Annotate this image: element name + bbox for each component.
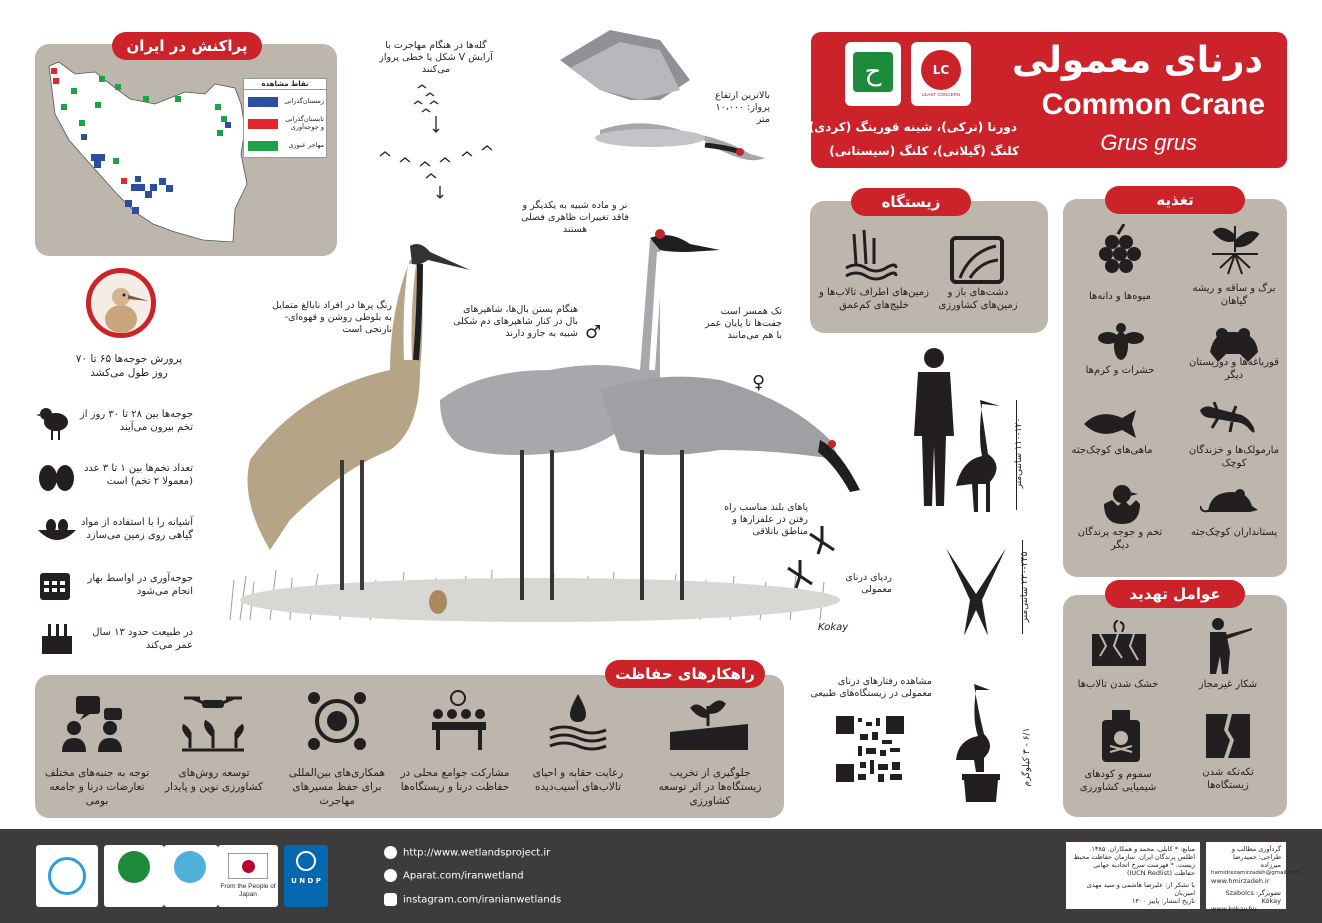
diet-item-text: حشرات و کرم‌ها — [1085, 365, 1155, 376]
conservation-item-text: جلوگیری از تخریب زیستگاه‌ها در اثر توسعه کشاورزی — [658, 767, 762, 807]
observe-text: مشاهده رفتارهای درنای معمولی در زیستگاه‌های طبیعی — [810, 676, 932, 699]
instagram-link-text[interactable]: instagram.com/iranianwetlands — [403, 894, 562, 906]
life-item-text: جوجه‌آوری در اواسط بهار انجام می‌شود — [87, 573, 193, 597]
life-item-text: تعداد تخم‌ها بین ۱ تا ۳ عدد (معمولا ۲ تخم) است — [83, 463, 193, 487]
standing-crane-silhouette — [952, 396, 1012, 516]
local-names-2: کلنگ (گیلانی)، کلنگ (سیستانی) — [829, 144, 1019, 158]
japan-flag-icon — [228, 853, 268, 879]
aparat-link[interactable] — [384, 869, 524, 882]
legend-label: تابستان‌گذرانی و جوجه‌آوری — [285, 115, 324, 131]
chick-icon — [36, 402, 76, 442]
logo-undp — [284, 845, 328, 907]
undp-label: U N D P — [291, 877, 321, 885]
title-banner — [804, 32, 1287, 168]
nest-icon — [36, 512, 78, 546]
logo-doe — [104, 845, 164, 907]
diet-item-text: قورباغه‌ها و دوزیستان دیگر — [1189, 357, 1279, 381]
wingspan-crane-silhouette — [936, 540, 1016, 640]
instagram-icon — [384, 893, 397, 906]
wetland-icon — [844, 228, 898, 282]
water-icon — [548, 692, 608, 752]
mouse-icon — [1200, 482, 1260, 522]
diet-item-text: برگ و ساقه و ریشه گیاهان — [1192, 283, 1276, 307]
life-item-eggs — [36, 458, 196, 502]
status-badge-lc — [911, 42, 971, 106]
logo-wetland-center — [36, 845, 98, 907]
credits-illustration-web: www.kokay.hu — [1211, 905, 1257, 913]
credits-design: گردآوری مطالب و طراحی: حمیدرضا میرزاده — [1231, 845, 1281, 869]
status-badge-h-icon — [853, 52, 893, 92]
female-symbol: ♀ — [752, 372, 766, 393]
threats-title: عوامل تهدید — [1105, 580, 1245, 608]
male-symbol: ♂ — [585, 322, 602, 343]
legend-item-summer — [248, 115, 324, 135]
poison-icon — [1096, 708, 1146, 764]
life-item-text: آشیانه را با استفاده از مواد گیاهی روی زمین می‌سازد — [80, 517, 193, 541]
fragmented-icon — [1202, 710, 1254, 762]
discussion-icon — [60, 694, 126, 754]
hunter-icon — [1198, 616, 1254, 676]
globe-icon — [384, 846, 397, 859]
logo-wetlands-project — [164, 845, 218, 907]
legend-swatch — [248, 97, 278, 107]
flock-icon — [370, 76, 500, 226]
cake-icon — [38, 620, 76, 656]
credits-email: hamidrezamirzadeh@gmail.com — [1211, 870, 1301, 876]
juvenile-text: رنگ پرها در افراد نابالغ متمایل به بلوطی روشن و قهوه‌ای-نارنجی است — [272, 300, 392, 335]
meeting-icon — [428, 690, 488, 752]
instagram-link[interactable] — [384, 893, 561, 906]
farmland-icon — [950, 232, 1004, 284]
legend-label: زمستان‌گذرانی — [284, 97, 324, 105]
chick-care-badge — [86, 268, 156, 338]
footprint-text: ردپای درنای معمولی — [845, 572, 892, 595]
conservation-title: راهکارهای حفاظت — [605, 660, 765, 688]
diet-item-text: پستانداران کوچک‌جثه — [1190, 527, 1278, 538]
legs-text: پاهای بلند مناسب راه رفتن در علفزارها و مناطق باتلاقی — [724, 502, 808, 537]
diet-item-text: ماهی‌های کوچک‌جثه — [1071, 445, 1153, 456]
conservation-item-text: رعایت حقابه و احیای تالاب‌های آسیب‌دیده — [532, 767, 624, 793]
sexes-text: نر و ماده شبیه به یکدیگر و فاقد تغییرات ظاهری فصلی هستند — [521, 200, 629, 235]
life-item-text: جوجه‌ها بین ۲۸ تا ۳۰ روز از تخم بیرون می‌آیند — [79, 409, 193, 433]
credits-date: تاریخ انتشار: پاییز ۱۴۰۰ — [1132, 897, 1195, 905]
credits-design-box — [1206, 842, 1301, 913]
life-item-nest — [36, 512, 196, 556]
conservation-item-text: توسعه روش‌های کشاورزی نوین و پایدار — [165, 767, 263, 793]
scale-crane-icon — [946, 680, 1016, 810]
threat-item-text: سموم و کودهای شیمیایی کشاورزی — [1079, 769, 1157, 793]
weight-text: ۶/۱ - ۳ کیلوگرم — [1022, 727, 1032, 787]
diet-title: تغذیه — [1105, 186, 1245, 214]
dry-land-icon — [1090, 620, 1148, 668]
distribution-title: پراکنش در ایران — [112, 32, 262, 60]
v-flight-text: گله‌ها در هنگام مهاجرت با آرایش V شکل یا خطی پرواز می‌کنند — [379, 40, 493, 75]
artist-signature: Kokay — [818, 622, 849, 633]
insect-icon — [1096, 320, 1146, 364]
calendar-icon — [38, 568, 74, 602]
legend-item-passage — [248, 139, 324, 153]
height-text: ۱۱۰-۱۲۰ سانتی‌متر — [1014, 417, 1024, 489]
crane-illustration — [220, 220, 860, 640]
life-item-hatch — [36, 402, 196, 446]
legend-swatch — [248, 141, 278, 151]
credits-illustration: تصویرگر: Szabolcs Kókay — [1225, 889, 1281, 905]
wings-text: هنگام بستن بال‌ها، شاهپرهای بال در کنار شاهپرهای دم شکلی شبیه به جارو دارند — [453, 304, 578, 339]
threat-item-text: شکار غیرمجاز — [1198, 679, 1258, 690]
life-item-text: در طبیعت حدود ۱۳ سال عمر می‌کند — [92, 627, 193, 651]
chick-care-text: پرورش جوجه‌ها ۶۵ تا ۷۰ روز طول می‌کشد — [75, 353, 183, 379]
wingspan-text: ۲۲۰-۲۴۵ سانتی‌متر — [1020, 551, 1030, 623]
japan-label: From the People of Japan — [220, 883, 276, 898]
wetlands-project-logo-icon — [174, 851, 206, 883]
map-outline — [49, 62, 247, 242]
credits-contact: با تشکر از: علیرضا هاشمی و سید مهدی امین‌بان — [1086, 881, 1195, 897]
wetland-center-logo-icon — [48, 857, 86, 895]
title-fa: درنای معمولی — [1011, 40, 1263, 81]
berries-icon — [1094, 224, 1144, 280]
title-latin: Grus grus — [1100, 130, 1197, 155]
lc-label: LC — [932, 63, 950, 77]
title-en: Common Crane — [1041, 88, 1265, 121]
qr-code[interactable] — [834, 714, 906, 784]
habitat-item-text: زمین‌های اطراف تالاب‌ها و خلیج‌های کم‌عمق — [819, 287, 929, 311]
logo-japan — [218, 845, 278, 907]
habitat-item-text: دشت‌های باز و زمین‌های کشاورزی — [938, 287, 1018, 311]
map-legend — [243, 78, 327, 158]
habitat-title: زیستگاه — [851, 188, 971, 216]
lizard-icon — [1198, 400, 1260, 440]
globe-network-icon — [306, 690, 368, 752]
hatchling-icon — [1100, 480, 1144, 526]
aparat-link-text[interactable]: Aparat.com/iranwetland — [403, 870, 524, 882]
local-names-1: دورنا (ترکی)، شینه قورینگ (کردی)، — [804, 120, 1017, 134]
credits-sources-box — [1066, 842, 1200, 909]
doe-logo-icon — [118, 851, 150, 883]
lc-sub-label: LEAST CONCERN — [921, 92, 961, 97]
legend-swatch — [248, 119, 278, 129]
credits-sources: منابع: * کابلی، محمد و همکاران. ۱۳۸۵. اطلس پرندگان ایران. سازمان حفاظت محیط زیست. * فهرست سرخ اتحادیه جهانی حفاظت (IUCN Redlist) — [1073, 845, 1195, 877]
crane-chick-icon — [91, 273, 151, 333]
plant-icon — [1208, 222, 1262, 278]
conservation-item-text: توجه به جنبه‌های مختلف تعارضات درنا و جامعه بومی — [44, 767, 150, 807]
website-link-text[interactable]: http://www.wetlandsproject.ir — [403, 847, 551, 859]
undp-globe-icon — [296, 851, 316, 871]
life-item-calendar — [36, 568, 196, 608]
fish-icon — [1078, 406, 1142, 442]
life-item-lifespan — [36, 620, 196, 660]
legend-label: مهاجر عبوری — [288, 141, 324, 149]
monogamous-text: تک همسر است جفت‌ها تا پایان عمر با هم می‌مانند — [705, 306, 782, 341]
diet-item-text: مارمولک‌ها و خزندگان کوچک — [1188, 445, 1280, 469]
credits-web: www.hmirzadeh.ir — [1211, 877, 1270, 885]
website-link[interactable] — [384, 846, 550, 859]
drone-irrigation-icon — [180, 692, 246, 752]
farm-sprout-icon — [668, 692, 750, 752]
threat-item-text: خشک شدن تالاب‌ها — [1077, 679, 1159, 690]
altitude-text: بالاترین ارتفاع پرواز: ۱۰،۰۰۰ متر — [715, 90, 770, 125]
legend-item-winter — [248, 95, 324, 109]
conservation-item-text: همکاری‌های بین‌المللی برای حفظ مسیرهای مهاجرت — [288, 767, 386, 807]
conservation-item-text: مشارکت جوامع محلی در حفاظت درنا و زیستگاه‌ها — [400, 767, 510, 793]
status-badge-h-letter: ح — [864, 57, 882, 87]
legend-title: نقاط مشاهده — [244, 79, 326, 90]
aparat-icon — [384, 869, 397, 882]
threat-item-text: تکه‌تکه شدن زیستگاه‌ها — [1202, 767, 1254, 791]
diet-item-text: میوه‌ها و دانه‌ها — [1089, 291, 1151, 302]
diet-item-text: تخم و جوجه پرندگان دیگر — [1077, 527, 1163, 551]
lc-circle-icon — [921, 50, 961, 90]
status-badge-h — [845, 42, 901, 106]
egg — [429, 590, 447, 614]
eggs-icon — [36, 458, 76, 494]
